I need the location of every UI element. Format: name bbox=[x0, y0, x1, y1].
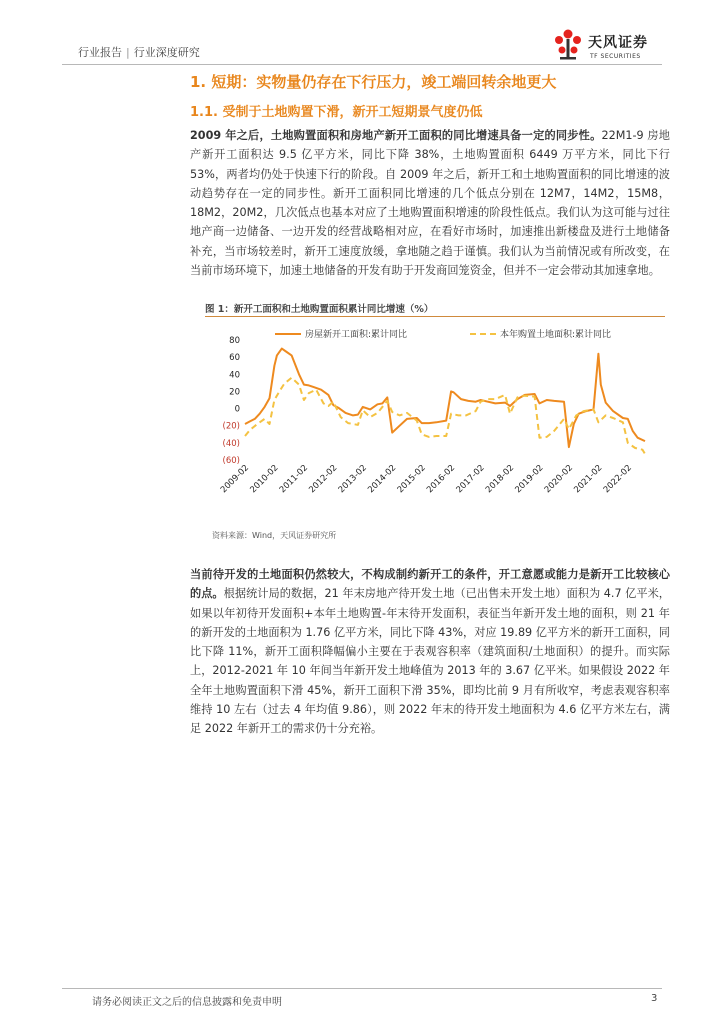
paragraph-lead: 2009 年之后，土地购置面积和房地产新开工面积的同比增速具备一定的同步性。 bbox=[190, 129, 602, 142]
chart-series bbox=[245, 349, 645, 454]
figure-title-rule bbox=[205, 316, 665, 317]
brand-name-cn: 天风证券 bbox=[588, 35, 648, 51]
y-tick-label: 20 bbox=[229, 387, 240, 398]
y-tick-label: 80 bbox=[229, 336, 240, 346]
y-tick-label: (60) bbox=[222, 456, 240, 466]
paragraph-land-inventory bbox=[190, 565, 670, 739]
figure-title: 图 1：新开工面积和土地购置面积累计同比增速（%） bbox=[205, 304, 434, 315]
x-tick-label: 2018-02 bbox=[483, 463, 517, 496]
page-number: 3 bbox=[651, 993, 658, 1004]
x-tick-label: 2017-02 bbox=[454, 463, 487, 496]
y-tick-label: (20) bbox=[222, 421, 240, 432]
x-tick-label: 2009-02 bbox=[218, 463, 252, 496]
x-tick-label: 2021-02 bbox=[572, 463, 605, 496]
chart-legend bbox=[275, 328, 611, 340]
logo-flower-icon bbox=[552, 26, 586, 62]
y-tick-label: 0 bbox=[234, 404, 240, 415]
brand-name-en: TF SECURITIES bbox=[590, 53, 641, 60]
subsection-heading: 1.1. 受制于土地购置下滑，新开工短期景气度仍低 bbox=[190, 105, 483, 120]
x-axis bbox=[219, 463, 634, 495]
report-type: 行业报告 bbox=[78, 46, 122, 59]
x-tick-label: 2016-02 bbox=[425, 463, 458, 496]
x-tick-label: 2022-02 bbox=[601, 463, 634, 496]
series-line-2 bbox=[245, 378, 645, 454]
paragraph-body: 22M1-9 房地产新开工面积达 9.5 亿平方米，同比下降 38%，土地购置面积 6449 万平方米，同比下行 53%，两者均仍处于快速下行的阶段。自 2009 年之后，新开工和土地购置面积的同比增速的波动趋势存在一定的同步性。新开工面积同比增速的几个低点分别在 12M7，14M2，15M8，18M2，20M2，几次低点也基本对应了土地购置面积增速的阶段性低点。我们认为这可能与过往地产商一边储备、一边开发的经营战略相对应，在看好市场时，加速推出新楼盘及进行土地储备补充，当市场较差时，新开工速度放缓，拿地随之趋于谨慎。我们认为当前情况或有所改变，在当前市场环境下，加速土地储备的开发有助于开发商回笼资金，但并不一定会带动其加速拿地。 bbox=[190, 129, 670, 278]
legend-label: 房屋新开工面积:累计同比 bbox=[305, 330, 408, 340]
paragraph-body: 根据统计局的数据，21 年末房地产待开发土地（已出售未开发土地）面积为 4.7 亿平米，如果以年初待开发面积+本年土地购置-年末待开发面积，表征当年新开发土地的面积，则 21 年的新开发的土地面积为 1.76 亿平方米，同比下降 43%，对应 19.89 亿平方米的新开工面积，同比下降 11%，新开工面积降幅偏小主要在于表观容积率（建筑面积/土地面积）的提升。而实际上，2012-2021 年 10 年间当年新开发土地峰值为 2013 年的 3.67 亿平米。如果假设 2022 年全年土地购置面积下滑 45%，新开工面积下滑 35%，即均比前 9 月有所收窄，考虑表观容积率维持 10 左右（过去 4 年均值 9.86），则 2022 年末的待开发土地面积为 4.6 亿平方米左右，满足 2022 年新开工的需求仍十分充裕。 bbox=[190, 587, 670, 736]
y-tick-label: 60 bbox=[229, 353, 240, 364]
x-tick-label: 2014-02 bbox=[366, 463, 399, 496]
legend-label: 本年购置土地面积:累计同比 bbox=[500, 330, 612, 340]
paragraph-land-vs-starts bbox=[190, 126, 670, 280]
brand-logo bbox=[552, 26, 662, 66]
x-tick-label: 2020-02 bbox=[542, 463, 576, 496]
paragraph-lead: 当前待开发的土地面积仍然较大，不构成制约新开工的条件，开工意愿或能力是新开工比较核心的点。 bbox=[190, 568, 670, 601]
section-heading: 1. 短期：实物量仍存在下行压力，竣工端回转余地更大 bbox=[190, 73, 557, 91]
report-subtype: 行业深度研究 bbox=[133, 46, 200, 59]
x-tick-label: 2019-02 bbox=[513, 463, 546, 496]
line-chart bbox=[205, 322, 665, 530]
header-divider bbox=[62, 64, 662, 65]
x-tick-label: 2011-02 bbox=[277, 463, 311, 496]
x-tick-label: 2012-02 bbox=[307, 463, 340, 496]
footer-disclaimer: 请务必阅读正文之后的信息披露和免责申明 bbox=[92, 997, 282, 1008]
x-tick-label: 2013-02 bbox=[336, 463, 369, 496]
y-tick-label: 40 bbox=[229, 370, 240, 381]
y-tick-label: (40) bbox=[222, 438, 240, 449]
x-tick-label: 2015-02 bbox=[395, 463, 428, 496]
report-category bbox=[78, 44, 200, 60]
x-tick-label: 2010-02 bbox=[248, 463, 281, 496]
y-axis bbox=[223, 336, 240, 466]
figure-source: 资料来源：Wind，天风证券研究所 bbox=[212, 531, 337, 540]
footer-divider bbox=[62, 988, 662, 989]
header-separator: | bbox=[126, 46, 130, 59]
